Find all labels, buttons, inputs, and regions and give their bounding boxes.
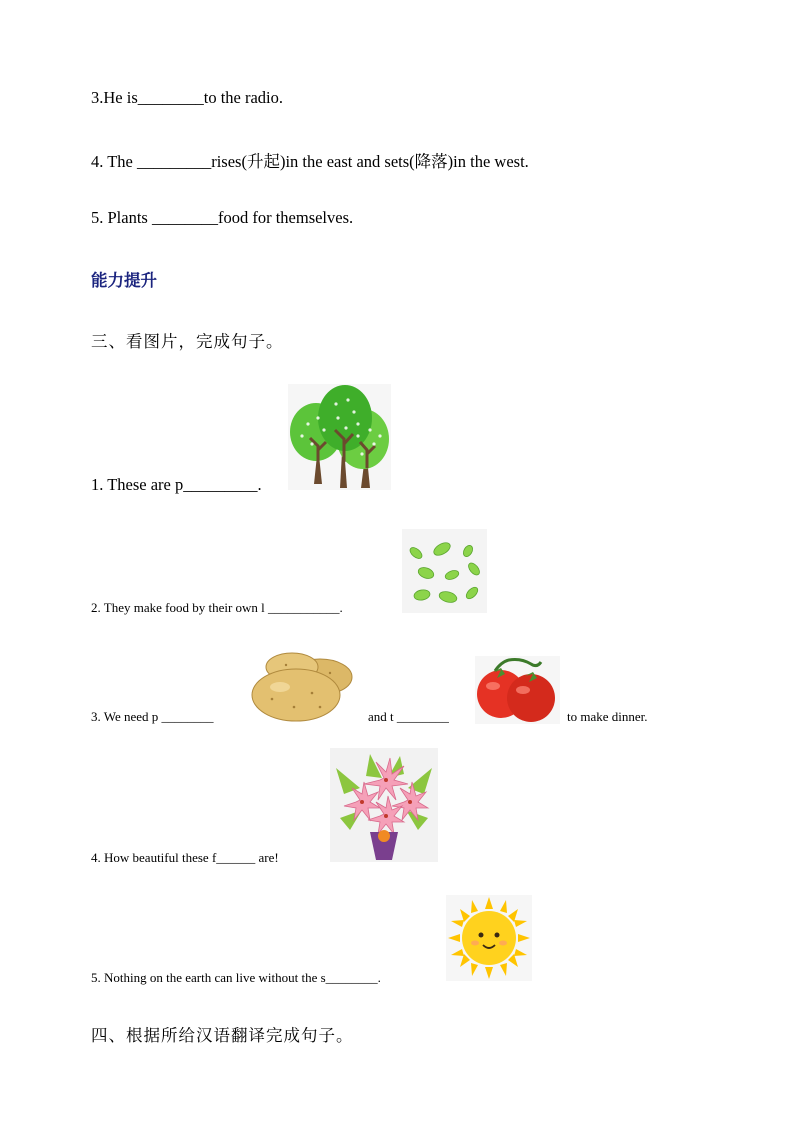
question-2-4: 4. The _________rises(升起)in the east and sets(降落)in the west. bbox=[91, 152, 529, 171]
question-3-4: 4. How beautiful these f______ are! bbox=[91, 850, 279, 865]
question-3-2: 2. They make food by their own l ___________. bbox=[91, 600, 343, 615]
question-2-3: 3.He is________to the radio. bbox=[91, 88, 284, 107]
question-3-1: 1. These are p_________. bbox=[91, 475, 262, 494]
tomatoes-icon bbox=[475, 656, 560, 724]
part-3-title: 三、看图片，完成句子。 bbox=[91, 332, 284, 351]
question-3-5: 5. Nothing on the earth can live without the s________. bbox=[91, 970, 381, 985]
part-4-title: 四、根据所给汉语翻译完成句子。 bbox=[91, 1026, 354, 1045]
question-3-3-part-a: 3. We need p ________ bbox=[91, 709, 214, 724]
lily-bouquet-icon bbox=[330, 748, 438, 862]
smiling-sun-icon bbox=[446, 895, 532, 981]
section-heading: 能力提升 bbox=[91, 271, 157, 290]
leaves-icon bbox=[402, 529, 487, 613]
trees-icon bbox=[288, 384, 391, 490]
potatoes-icon bbox=[250, 647, 354, 724]
question-2-5: 5. Plants ________food for themselves. bbox=[91, 208, 354, 227]
question-3-3-part-b: and t ________ bbox=[368, 709, 449, 724]
question-3-3-part-c: to make dinner. bbox=[567, 709, 648, 724]
